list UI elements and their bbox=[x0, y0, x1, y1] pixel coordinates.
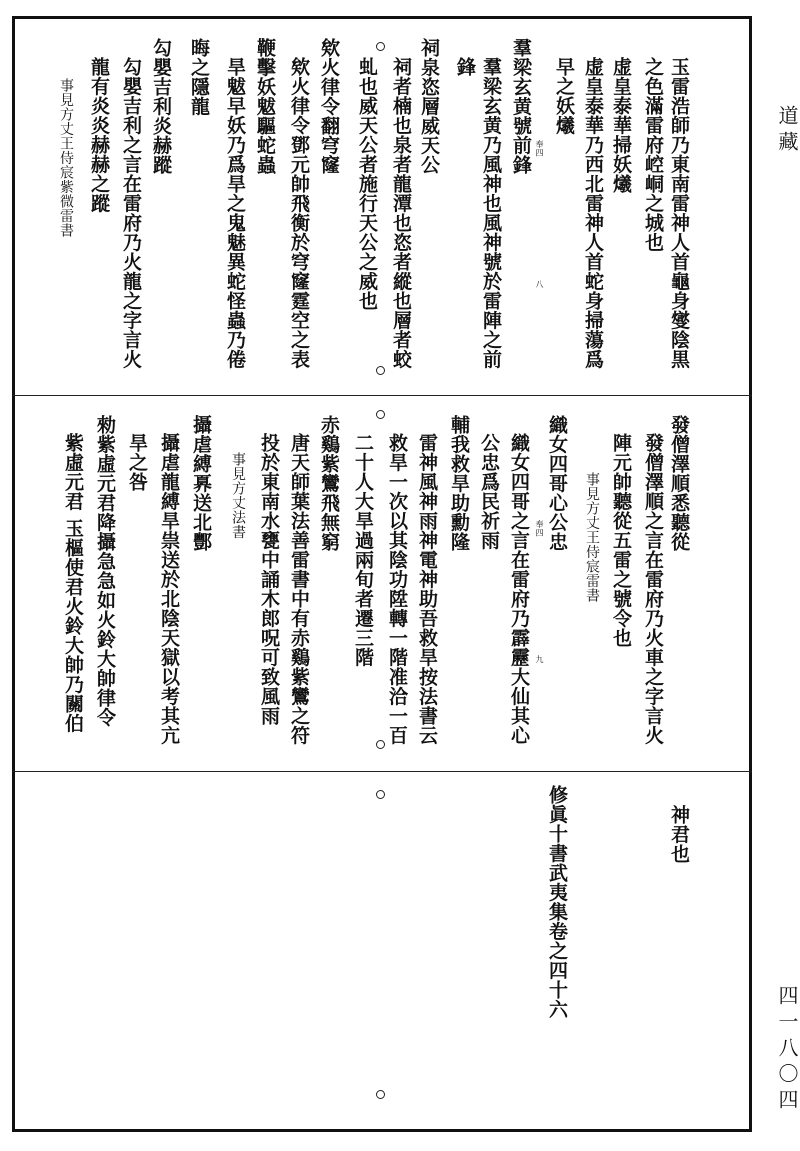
text-column: 虬也威天公者施行天公之威也 bbox=[356, 57, 378, 311]
text-column: 虚皇泰華乃西北雷神人首蛇身掃蕩爲 bbox=[582, 57, 604, 369]
text-column: 發僧澤順之言在雷府乃火車之字言火 bbox=[642, 433, 664, 745]
text-column: 勾嬰吉利炎赫蹤 bbox=[150, 38, 172, 175]
binding-hole-mark bbox=[376, 740, 385, 749]
text-column: 虚皇泰華掃妖爔 bbox=[610, 57, 632, 194]
text-column: 旱之咎 bbox=[126, 433, 148, 492]
text-column: 祠者楠也泉者龍潭也恣者縱也層者蛟 bbox=[390, 57, 412, 369]
text-column: 織女四哥心公忠 bbox=[546, 415, 568, 552]
text-column: 赤鷄紫鸞飛無窮 bbox=[318, 415, 340, 552]
text-column: 唐天師葉法善雷書中有赤鷄紫鸞之符 bbox=[288, 433, 310, 745]
text-column: 龍有炎炎赫赫之蹤 bbox=[88, 57, 110, 213]
margin-note: 奉四 bbox=[535, 520, 544, 537]
text-column: 織女四哥之言在雷府乃霹靂大仙其心 bbox=[508, 433, 530, 745]
margin-note: 九 bbox=[535, 655, 544, 664]
margin-note: 奉四 bbox=[535, 140, 544, 157]
side-label-bottom: 四一八〇四 bbox=[775, 985, 799, 1115]
text-column: 神君也 bbox=[668, 805, 690, 864]
text-column: 攝虐龍縛旱祟送於北陰天獄以考其亢 bbox=[158, 433, 180, 745]
binding-hole-mark bbox=[376, 366, 385, 375]
binding-hole-mark bbox=[376, 410, 385, 419]
text-column: 羣梁玄黄號前鋒 bbox=[510, 38, 532, 175]
text-column: 投於東南水甕中誦木郎呪可致風雨 bbox=[258, 433, 280, 726]
text-column: 鋒 bbox=[454, 57, 476, 77]
text-column: 之色滿雷府崆峒之城也 bbox=[642, 57, 664, 252]
text-column: 攝虐縛奡送北酆 bbox=[190, 415, 212, 552]
side-label-top: 道藏 bbox=[775, 105, 799, 157]
binding-hole-mark bbox=[376, 1090, 385, 1099]
margin-note: 八 bbox=[535, 280, 544, 289]
text-column: 勑紫虛元君降攝急急如火鈴大帥律令 bbox=[94, 415, 116, 727]
text-column: 陣元帥聽從五雷之號令也 bbox=[610, 433, 632, 648]
text-column: 事見方丈王侍宸雷書 bbox=[584, 472, 600, 603]
text-column: 事見方丈王侍宸紫微雷書 bbox=[58, 78, 74, 238]
text-column: 發僧澤順悉聽從 bbox=[668, 415, 690, 552]
text-column: 玉雷浩師乃東南雷神人首龜身燮陰黒 bbox=[668, 57, 690, 369]
binding-hole-mark bbox=[376, 42, 385, 51]
text-column: 輔我救旱助勳隆 bbox=[448, 415, 470, 552]
text-column: 旱魃早妖乃爲旱之鬼魅異蛇怪蟲乃倦 bbox=[224, 57, 246, 369]
text-column: 事見方丈法書 bbox=[230, 452, 246, 539]
block-divider-bottom bbox=[12, 771, 752, 772]
text-column: 欸火律令鄧元帥飛衡於穹窿霆空之表 bbox=[288, 57, 310, 369]
text-column: 雷神風神雨神電神助吾救旱按法書云 bbox=[416, 433, 438, 745]
text-column: 鞭擊妖魃驅蛇蟲 bbox=[254, 38, 276, 175]
text-column: 紫虛元君 玉樞使君火鈴大帥乃關伯 bbox=[62, 433, 84, 733]
text-column: 公忠爲民祈雨 bbox=[478, 433, 500, 550]
binding-hole-mark bbox=[376, 790, 385, 799]
text-column: 勾嬰吉利之言在雷府乃火龍之字言火 bbox=[120, 57, 142, 369]
text-column: 祠泉恣層威天公 bbox=[418, 38, 440, 175]
volume-title: 修眞十書武夷集卷之四十六 bbox=[546, 785, 568, 1019]
text-column: 二十人大旱過兩旬者遷三階 bbox=[352, 433, 374, 667]
text-column: 羣梁玄黄乃風神也風神號於雷陣之前 bbox=[480, 57, 502, 369]
text-column: 救旱一次以其陰功陞轉一階准洽一百 bbox=[386, 433, 408, 745]
text-column: 早之妖爔 bbox=[553, 57, 575, 135]
text-column: 晦之隱龍 bbox=[188, 38, 210, 116]
block-divider-top bbox=[12, 395, 752, 396]
text-column: 欸火律令翻穹窿 bbox=[318, 38, 340, 175]
